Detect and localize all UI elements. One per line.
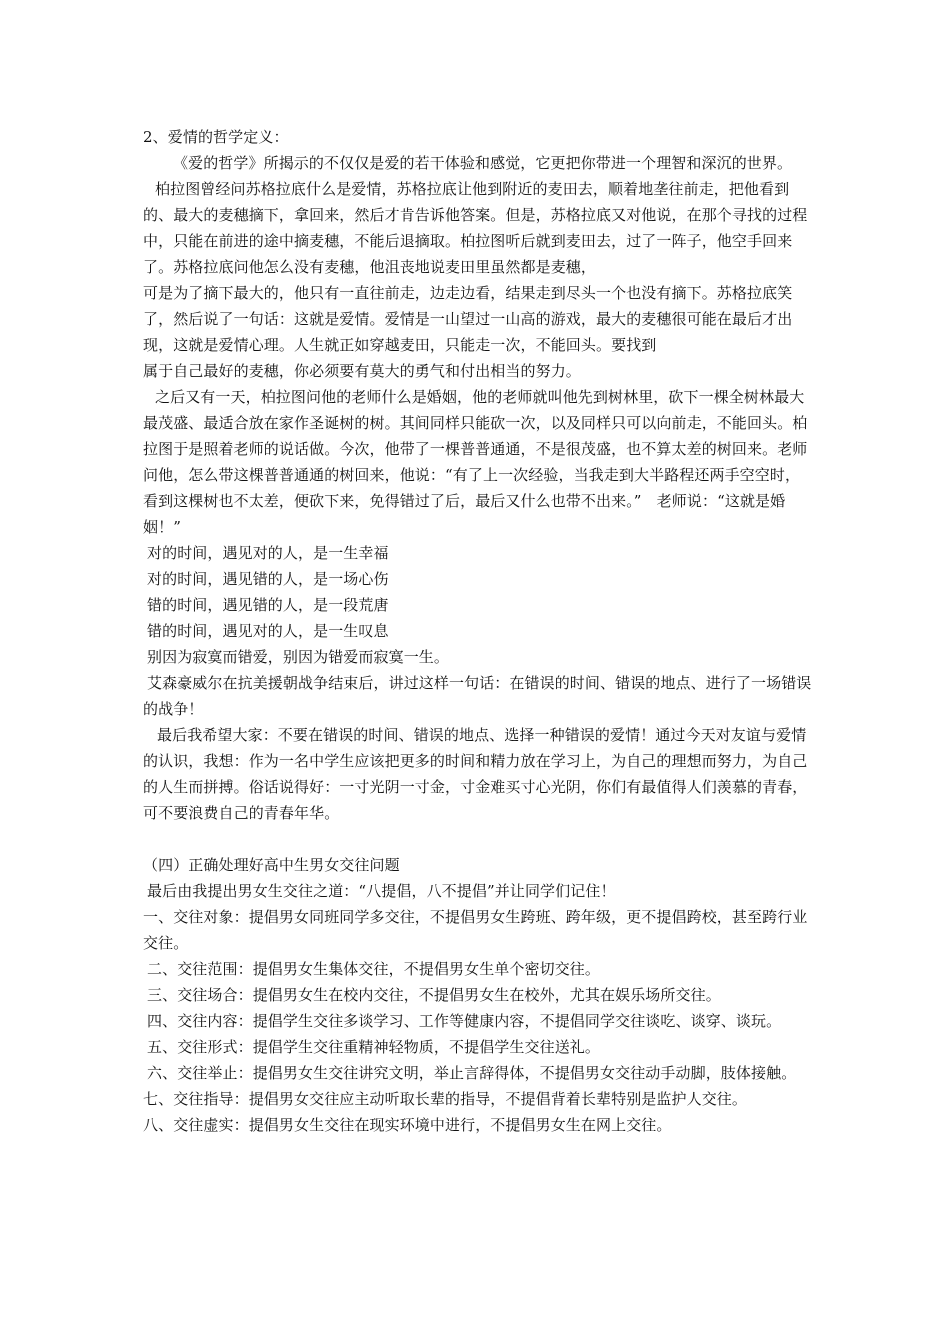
document-body: [143, 124, 813, 1138]
rule-item: 六、交往举止：提倡男女生交往讲究文明，举止言辞得体，不提倡男女交往动手动脚，肢体接触。: [147, 1064, 797, 1082]
story-paragraph-1c: 属于自己最好的麦穗，你必须要有莫大的勇气和付出相当的努力。: [143, 362, 581, 380]
section-heading-philosophy: 2、爱情的哲学定义：: [143, 128, 289, 146]
rule-item: 二、交往范围：提倡男女生集体交往，不提倡男女生单个密切交往。: [147, 960, 601, 978]
saying-line: 对的时间，遇见对的人，是一生幸福: [147, 544, 389, 562]
section-four-heading: （四）正确处理好高中生男女交往问题: [143, 856, 400, 874]
story-paragraph-1b: 可是为了摘下最大的，他只有一直往前走，边走边看，结果走到尽头一个也没有摘下。苏格拉底笑了，然后说了一句话：这就是爱情。爱情是一山望过一山高的游戏，最大的麦穗很可能在最后才出现，这就是爱情心理。人生就正如穿越麦田，只能走一次，不能回头。要找到: [143, 284, 793, 354]
intro-paragraph: 《爱的哲学》所揭示的不仅仅是爱的若干体验和感觉，它更把你带进一个理智和深沉的世界。: [173, 154, 793, 172]
story-paragraph-1a: 柏拉图曾经问苏格拉底什么是爱情，苏格拉底让他到附近的麦田去，顺着地垄往前走，把他看到的、最大的麦穗摘下，拿回来，然后才肯告诉他答案。但是，苏格拉底又对他说，在那个寻找的过程中，只能在前进的途中摘麦穗，不能后退摘取。柏拉图听后就到麦田去，过了一阵子，他空手回来了。苏格拉底问他怎么没有麦穗，他沮丧地说麦田里虽然都是麦穗，: [143, 180, 808, 276]
rule-item: 三、交往场合：提倡男女生在校内交往，不提倡男女生在校外，尤其在娱乐场所交往。: [147, 986, 721, 1004]
closing-paragraph: 最后我希望大家：不要在错误的时间、错误的地点、选择一种错误的爱情！通过今天对友谊与爱情的认识，我想：作为一名中学生应该把更多的时间和精力放在学习上，为自己的理想而努力，为自己的人生而拼搏。俗话说得好：一寸光阴一寸金，寸金难买寸心光阴，你们有最值得人们羡慕的青春，可不要浪费自己的青春年华。: [143, 726, 808, 822]
section-four-intro: 最后由我提出男女生交往之道：“八提倡，八不提倡”并让同学们记住！: [147, 882, 616, 900]
rule-item: 七、交往指导：提倡男女交往应主动听取长辈的指导，不提倡背着长辈特别是监护人交往。: [143, 1090, 748, 1108]
rule-item: 一、交往对象：提倡男女同班同学多交往，不提倡男女生跨班、跨年级，更不提倡跨校，甚至跨行业交往。: [143, 908, 808, 952]
saying-line: 错的时间，遇见对的人，是一生叹息: [147, 622, 389, 640]
saying-line: 别因为寂寞而错爱，别因为错爱而寂寞一生。: [147, 648, 450, 666]
rule-item: 五、交往形式：提倡学生交往重精神轻物质，不提倡学生交往送礼。: [147, 1038, 601, 1056]
saying-line: 错的时间，遇见错的人，是一段荒唐: [147, 596, 389, 614]
section-spacer: [143, 826, 813, 852]
rule-item: 八、交往虚实：提倡男女生交往在现实环境中进行，不提倡男女生在网上交往。: [143, 1116, 672, 1134]
story-paragraph-2: 之后又有一天，柏拉图问他的老师什么是婚姻，他的老师就叫他先到树林里，砍下一棵全树林最大最茂盛、最适合放在家作圣诞树的树。其间同样只能砍一次，以及同样只可以向前走，不能回头。柏拉图于是照着老师的说话做。今次，他带了一棵普普通通，不是很茂盛，也不算太差的树回来。老师问他，怎么带这棵普普通通的树回来，他说：“有了上一次经验，当我走到大半路程还两手空空时，看到这棵树也不太差，便砍下来，免得错过了后，最后又什么也带不出来。” 老师说：“这就是婚姻！”: [143, 388, 808, 536]
saying-line: 对的时间，遇见错的人，是一场心伤: [147, 570, 389, 588]
eisenhower-quote: 艾森豪威尔在抗美援朝战争结束后，讲过这样一句话：在错误的时间、错误的地点、进行了一场错误的战争！: [143, 674, 812, 718]
rule-item: 四、交往内容：提倡学生交往多谈学习、工作等健康内容，不提倡同学交往谈吃、谈穿、谈玩。: [147, 1012, 782, 1030]
